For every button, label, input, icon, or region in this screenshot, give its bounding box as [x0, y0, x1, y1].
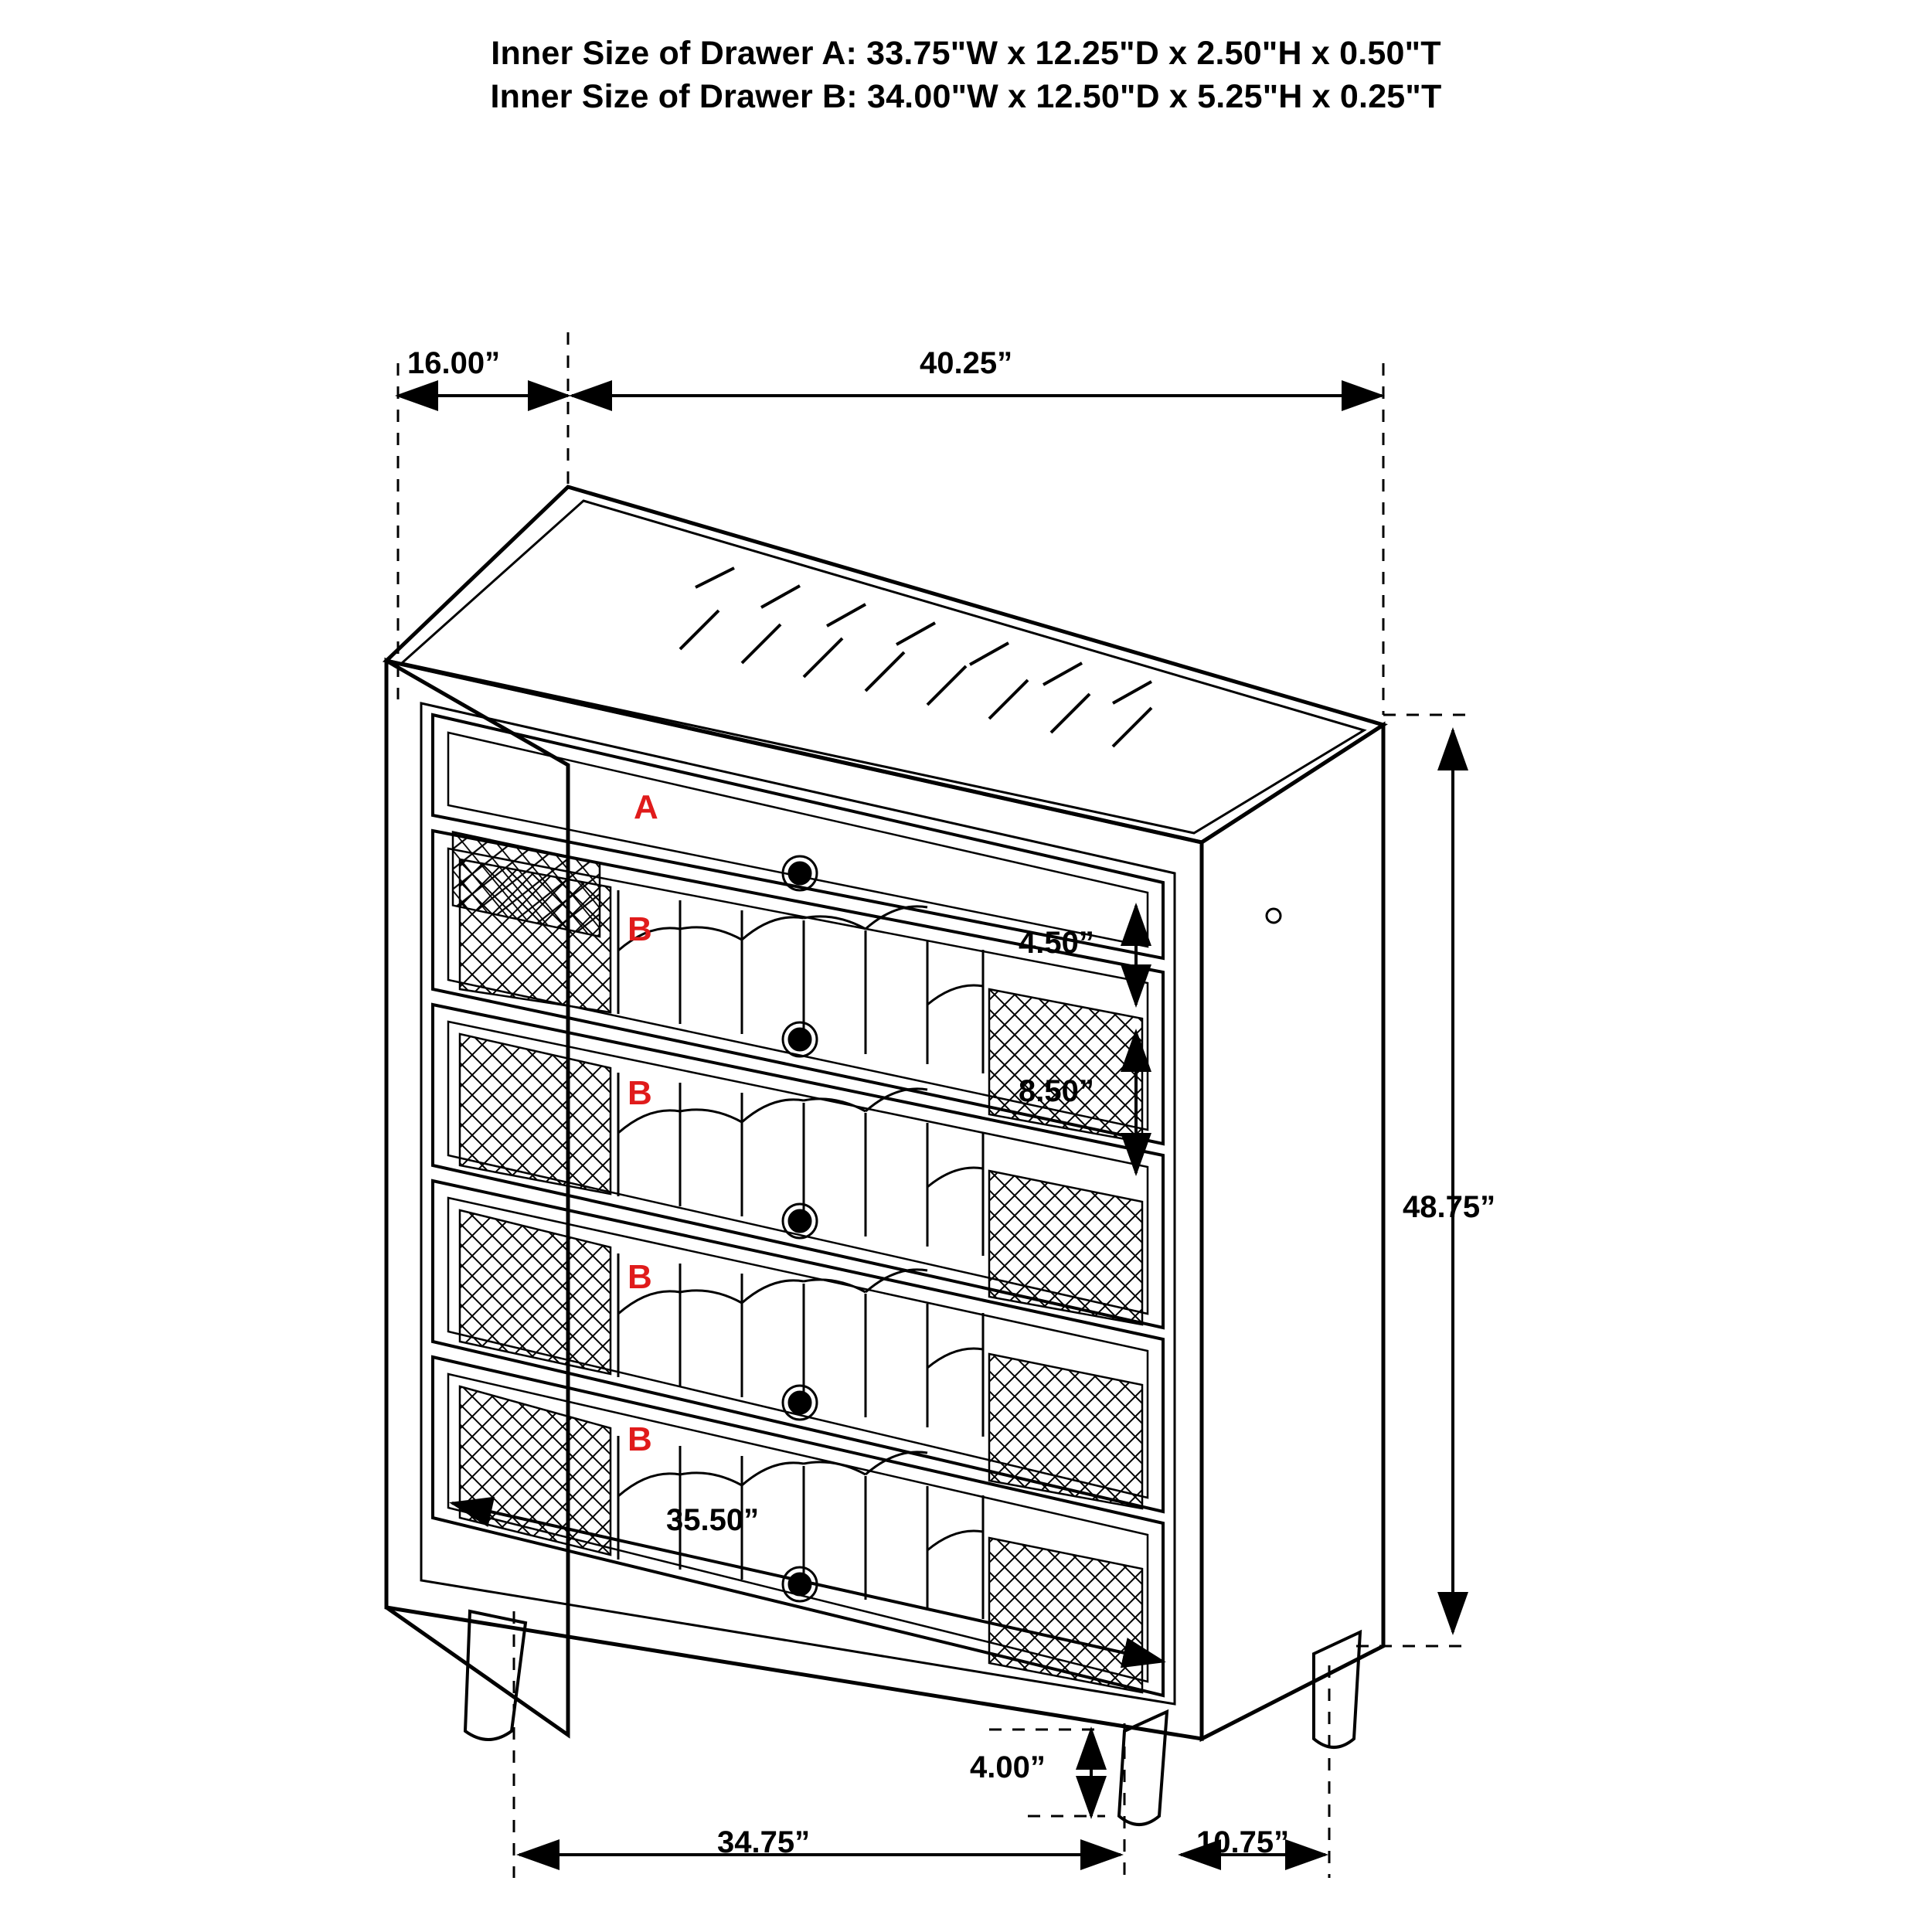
dim-leg-height: 4.00”: [970, 1750, 1046, 1784]
drawer-label-b3: B: [628, 1258, 652, 1296]
drawer-label-a: A: [634, 788, 658, 826]
dim-depth-top: 16.00”: [407, 346, 501, 380]
dim-front-width: 35.50”: [666, 1503, 760, 1537]
drawer-label-b4: B: [628, 1420, 652, 1458]
dim-width-top: 40.25”: [920, 346, 1013, 380]
dim-drawer-b-height: 8.50”: [1019, 1074, 1094, 1108]
dim-drawer-a-height: 4.50”: [1019, 926, 1094, 960]
drawer-label-b1: B: [628, 910, 652, 948]
drawer-a-inner-size-text: Inner Size of Drawer A: 33.75"W x 12.25"D x 2.50"H x 0.50"T: [491, 35, 1441, 72]
dim-base-width: 34.75”: [717, 1825, 811, 1859]
drawer-b-inner-size-text: Inner Size of Drawer B: 34.00"W x 12.50"D x 5.25"H x 0.25"T: [490, 77, 1442, 115]
dim-overall-height: 48.75”: [1403, 1190, 1496, 1224]
dim-base-depth: 10.75”: [1196, 1825, 1290, 1859]
drawer-label-b2: B: [628, 1074, 652, 1112]
